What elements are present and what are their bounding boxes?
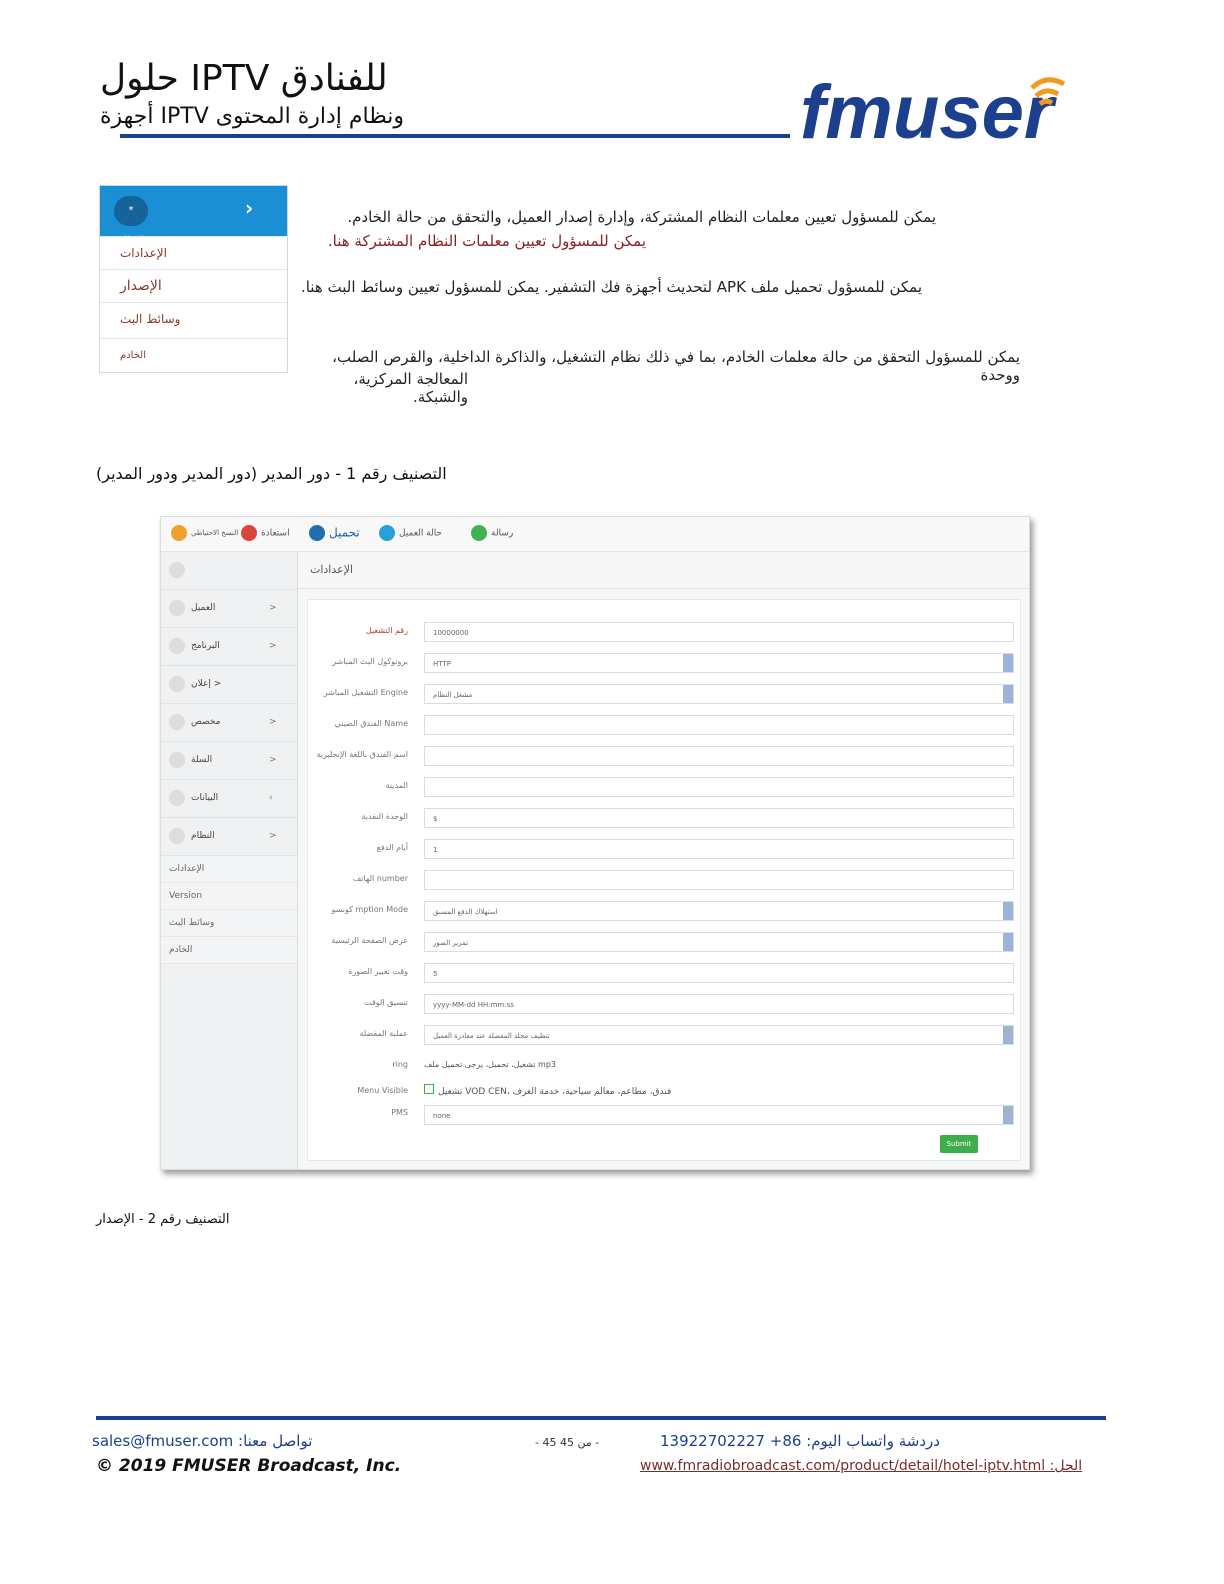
settings-form xyxy=(307,599,1021,1161)
toolbar-message[interactable]: رسالة xyxy=(471,525,513,541)
side-item-home[interactable] xyxy=(161,552,297,590)
field-label: بروتوكول البث المباشر xyxy=(332,657,408,666)
field-select[interactable]: تمرير الصور xyxy=(424,932,1014,952)
field-label: التشغيل المباشر Engine xyxy=(323,688,408,697)
screenshot-sidebar xyxy=(161,552,298,1169)
field-select[interactable]: استهلاك الدفع المسبق xyxy=(424,901,1014,921)
field-label: رقم التشغيل xyxy=(365,626,408,635)
system-menu-panel xyxy=(99,185,288,373)
side-item-custom[interactable]: مخصص > xyxy=(161,704,297,742)
footer-copyright: © 2019 FMUSER Broadcast, Inc. xyxy=(96,1456,402,1476)
field-label: عرض الصفحة الرئيسية xyxy=(331,936,408,945)
field-label: الفندق الصيني Name xyxy=(334,719,408,728)
field-label: الوحدة النقدية xyxy=(361,812,408,821)
page-number: - 45 من 45 - xyxy=(535,1436,600,1449)
toolbar-restore[interactable]: استعادة xyxy=(241,525,290,541)
field-label: كونسو mption Mode xyxy=(331,905,408,914)
field-input[interactable]: 5 xyxy=(424,963,1014,983)
restore-icon xyxy=(241,525,257,541)
pms-select[interactable]: none xyxy=(424,1105,1014,1125)
paragraph-1: يمكن للمسؤول تعيين معلمات النظام المشتركة، وإدارة إصدار العميل، والتحقق من حالة الخادم. xyxy=(347,208,936,226)
side-item-cart[interactable]: السلة > xyxy=(161,742,297,780)
screenshot-toolbar xyxy=(161,517,1029,552)
checkbox-icon xyxy=(424,1084,434,1094)
menu-visible-label: Menu Visible xyxy=(357,1086,408,1095)
document-subtitle: أجهزة IPTV ونظام إدارة المحتوى xyxy=(100,104,405,129)
chevron-down-icon xyxy=(1003,654,1013,672)
logo-wordmark: fmuser xyxy=(800,70,1054,150)
toolbar-upload[interactable]: تحميل xyxy=(309,525,360,541)
field-label: وقت تغيير الصورة xyxy=(348,967,408,976)
chevron-down-icon xyxy=(1003,1106,1013,1124)
paragraph-3b: المعالجة المركزية، والشبكة. xyxy=(353,370,468,406)
side-sub-server[interactable]: الخادم xyxy=(161,937,297,964)
cloud-upload-icon xyxy=(309,525,325,541)
field-input[interactable] xyxy=(424,870,1014,890)
system-menu-title: * النظام xyxy=(114,196,148,226)
menu-item-server[interactable]: الخادم xyxy=(100,338,287,372)
field-label: أيام الدفع xyxy=(376,843,408,852)
menu-visible-checkbox[interactable]: تشغيل VOD CEN، فندق، مطاعم، معالم سياحية، خدمة الغرف xyxy=(424,1084,671,1097)
field-input[interactable]: yyyy-MM-dd HH:mm:ss xyxy=(424,994,1014,1014)
side-item-client[interactable]: العميل > xyxy=(161,590,297,628)
cart-icon xyxy=(169,752,185,768)
footer-email[interactable]: sales@fmuser.com :تواصل معنا xyxy=(92,1432,313,1450)
figure-caption-1: التصنيف رقم 1 - دور المدير (دور المدير ودور المدير) xyxy=(96,464,447,483)
star-icon xyxy=(169,714,185,730)
settings-page-title: الإعدادات xyxy=(298,552,1029,589)
side-item-ads[interactable]: إعلان > xyxy=(161,666,297,704)
chevron-down-icon xyxy=(1003,933,1013,951)
monitor-icon xyxy=(169,600,185,616)
grid-icon xyxy=(169,638,185,654)
system-menu-header[interactable] xyxy=(100,186,287,246)
monitor-icon xyxy=(379,525,395,541)
side-item-system[interactable]: النظام > xyxy=(161,818,297,856)
chevron-down-icon xyxy=(1003,902,1013,920)
footer-rule xyxy=(96,1416,1106,1420)
menu-item-settings[interactable]: الإعدادات xyxy=(100,236,287,270)
side-sub-streaming[interactable]: وسائط البث xyxy=(161,910,297,937)
field-input[interactable] xyxy=(424,746,1014,766)
toolbar-client-status[interactable]: حالة العميل xyxy=(379,525,442,541)
settings-screenshot xyxy=(160,516,1030,1170)
field-label: عملية المفضلة xyxy=(359,1029,408,1038)
ring-value[interactable]: تشغيل، تحميل، يرجى تحميل ملف mp3 xyxy=(424,1060,556,1069)
submit-button[interactable]: Submit xyxy=(940,1135,978,1153)
side-item-data[interactable]: البيانات ‹ xyxy=(161,780,297,818)
ad-icon xyxy=(169,676,185,692)
home-icon xyxy=(169,562,185,578)
field-label: اسم الفندق باللغة الإنجليزية xyxy=(316,750,408,759)
field-label: تنسيق الوقت xyxy=(364,998,408,1007)
field-select[interactable]: مشغل النظام xyxy=(424,684,1014,704)
footer-url[interactable]: www.fmradiobroadcast.com/product/detail/hotel-iptv.html :الحل xyxy=(640,1458,1083,1474)
paragraph-1-note: يمكن للمسؤول تعيين معلمات النظام المشتركة هنا. xyxy=(327,232,646,250)
document-title: حلول IPTV للفنادق xyxy=(100,58,388,99)
message-icon xyxy=(471,525,487,541)
chevron-down-icon xyxy=(1003,1026,1013,1044)
side-sub-settings[interactable]: الإعدادات xyxy=(161,856,297,883)
field-input[interactable] xyxy=(424,715,1014,735)
field-select[interactable]: تنظيف مجلد المفضلة عند مغادرة العميل xyxy=(424,1025,1014,1045)
pms-label: PMS xyxy=(391,1108,408,1117)
field-label: الهاتف number xyxy=(352,874,408,883)
side-sub-version[interactable]: Version xyxy=(161,883,297,910)
ring-label: ring xyxy=(392,1060,408,1069)
field-input[interactable]: 1 xyxy=(424,839,1014,859)
side-item-program[interactable]: البرنامج > xyxy=(161,628,297,666)
field-select[interactable]: HTTP xyxy=(424,653,1014,673)
paragraph-2: يمكن للمسؤول تحميل ملف APK لتحديث أجهزة فك التشفير. يمكن للمسؤول تعيين وسائط البث هنا. xyxy=(300,278,922,296)
field-input[interactable]: $ xyxy=(424,808,1014,828)
menu-item-streaming[interactable]: وسائط البث xyxy=(100,302,287,336)
header-rule xyxy=(120,134,790,138)
chevron-right-icon: › xyxy=(245,196,254,220)
toolbar-backup[interactable]: النسخ الاحتياطي xyxy=(171,525,238,541)
footer-whatsapp: دردشة واتساب اليوم: 86+ 13922702227 xyxy=(660,1432,940,1450)
field-label: المدينة xyxy=(385,781,408,790)
field-input[interactable]: 10000000 xyxy=(424,622,1014,642)
menu-item-version[interactable]: الإصدار xyxy=(100,269,287,303)
chevron-down-icon xyxy=(1003,685,1013,703)
field-input[interactable] xyxy=(424,777,1014,797)
fmuser-logo xyxy=(800,60,1080,150)
backup-icon xyxy=(171,525,187,541)
bar-chart-icon xyxy=(169,790,185,806)
paragraph-3a: يمكن للمسؤول التحقق من حالة معلمات الخادم، بما في ذلك نظام التشغيل، والذاكرة الداخلية، والقرص الصلب، ووحدة xyxy=(332,348,1020,384)
gear-icon xyxy=(169,828,185,844)
figure-caption-2: التصنيف رقم 2 - الإصدار xyxy=(96,1212,230,1227)
